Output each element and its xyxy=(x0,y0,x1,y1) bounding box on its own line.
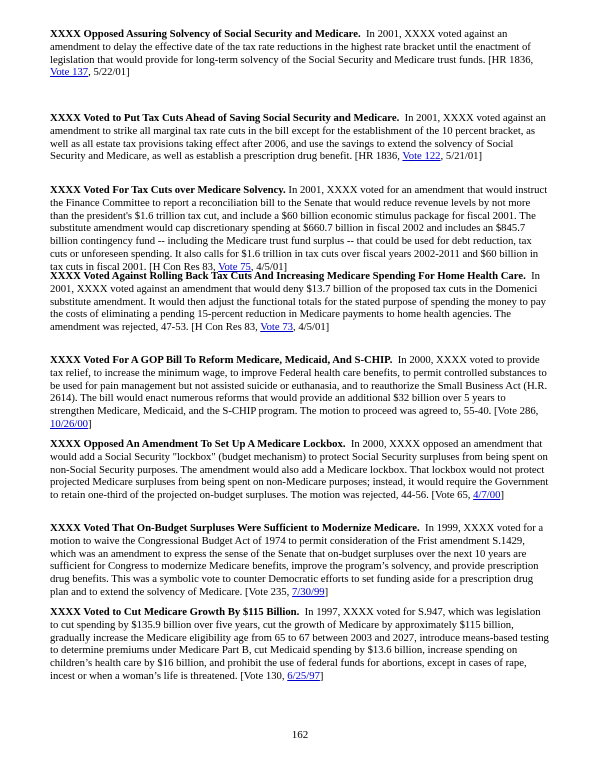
entry-text: In 2001, XXXX voted against an amendment that would deny $13.7 billion of the proposed tax cuts in the Domenici substitute amendment. It would then adjust the functional totals for the stated purpose of spending the money to pay the costs of eliminating a pending 15-percent reduction in Medicare payments to home health agencies. The amendment was rejected, 47-53. [H Con Res 83, xyxy=(50,270,546,334)
entry-medicare-lockbox xyxy=(50,438,551,502)
entry-text: In 2000, XXXX voted to provide tax relief, to increase the minimum wage, to improve Federal health care benefits, to permit controlled substances to be used for pain management but not assisted suicide or euthanasia, and to reauthorize the Small Business Act (H.R. 2614). The bill would enact numerous reforms that would provide an additional $32 billion over 5 years to strengthen Medicare, Medicaid, and the S-CHIP program. The motion to proceed was agreed to, 55-40. [Vote 286, xyxy=(50,354,548,418)
entry-heading: XXXX Voted Against Rolling Back Tax Cuts And Increasing Medicare Spending For Home Health Care. xyxy=(50,270,526,282)
entry-citation-end: , 4/5/01] xyxy=(250,260,288,273)
entry-text: In 1999, XXXX voted for a motion to waive the Congressional Budget Act of 1974 to permit consideration of the Frist amendment S.1429, which was an amendment to express the sense of the Senate that on-budget surpluses over the next 10 years are sufficient for Congress to modernize Medicare benefits, improve the program’s solvency, and provide prescription drug benefits. This was a symbolic vote to counter Democratic efforts to set funding aside for a prescription drug plan and to extend the solvency of Medicare. [Vote 235, xyxy=(50,522,544,598)
entry-heading: XXXX Opposed Assuring Solvency of Social Security and Medicare. xyxy=(50,28,361,40)
entry-heading: XXXX Voted That On-Budget Surpluses Were Sufficient to Modernize Medicare. xyxy=(50,522,420,534)
entry-heading: XXXX Voted to Cut Medicare Growth By $115 Billion. xyxy=(50,606,300,618)
entry-citation-end: ] xyxy=(88,417,92,430)
entry-social-security-solvency xyxy=(50,28,551,79)
entry-citation-end: ] xyxy=(500,489,505,502)
entry-citation-end: , 5/22/01] xyxy=(88,66,130,79)
entry-heading: XXXX Voted For A GOP Bill To Reform Medicare, Medicaid, And S-CHIP. xyxy=(50,354,393,366)
entry-citation-end: ] xyxy=(324,585,329,598)
entry-citation-end: ] xyxy=(319,669,324,682)
entry-on-budget-surpluses xyxy=(50,522,551,599)
entry-heading: XXXX Voted to Put Tax Cuts Ahead of Saving Social Security and Medicare. xyxy=(50,112,400,124)
entry-tax-cuts-over-medicare xyxy=(50,184,551,274)
entry-text: In 2000, XXXX opposed an amendment that would add a Social Security "lockbox" (budget mechanism) to protect Social Security surpluses from being spent on non-Social Security purposes. The amendment would also add a Medicare lockbox. That lockbox would not protect projected Medicare surpluses from being spent on non-Medicare purposes; instead, it would require the Government to retain one-third of the projected on-budget surpluses. The motion was rejected, 44-56. [Vote 65, xyxy=(50,438,549,502)
vote-link[interactable]: Vote 137 xyxy=(50,66,89,79)
vote-link[interactable]: Vote 75 xyxy=(218,260,251,273)
entry-gop-medicare-reform xyxy=(50,354,551,431)
entry-text: In 2001, XXXX voted against an amendment to delay the effective date of the tax rate reductions in the highest rate bracket until the enactment of legislation that would provide for long-term solvency of the Social Security and Medicare trust funds. [HR 1836, xyxy=(50,28,534,66)
entry-text: In 1997, XXXX voted for S.947, which was legislation to cut spending by $135.9 billion over five years, cut the growth of Medicare by approximately $115 billion, gradually increase the Medicare eligibility age from 65 to 67 between 2003 and 2027, introduce means-based testing to determine premiums under Medicare Part B, cut Medicaid spending by $13.6 billion, increase spending on children’s health care by $16 billion, and prohibit the use of federal funds for abortions, except in cases of rape, incest or when a woman’s life is threatened. [Vote 130, xyxy=(50,606,549,682)
entry-text: In 2001, XXXX voted for an amendment that would instruct the Finance Committee to report a reconciliation bill to the Senate that would reduce revenue levels by not more than the president's $1.6 trillion tax cut, and include a $60 billion economic stimulus package for fiscal 2001. The substitute amendment would cap discretionary spending at $660.7 billion in fiscal 2002 and includes an $845.7 billion contingency fund -- including the Medicare trust fund surplus -- that could be used for debt reduction, tax cuts or unforeseen spending. It also calls for $1.6 trillion in tax cuts over fiscal years 2002-2011 and $60 billion in tax cuts in fiscal 2001. [H Con Res 83, xyxy=(50,184,548,273)
page-number: 162 xyxy=(291,729,309,741)
vote-link[interactable]: Vote 122 xyxy=(402,150,441,163)
vote-link[interactable]: 6/25/97 xyxy=(287,669,320,682)
vote-link[interactable]: 10/26/00 xyxy=(50,417,89,430)
vote-link[interactable]: 4/7/00 xyxy=(473,489,501,502)
entry-text: In 2001, XXXX voted against an amendment to strike all marginal tax rate cuts in the bill except for the establishment of the 10 percent bracket, as well as all estate tax provisions taking effect after 2006, and use the savings to extend the solvency of Social Security and Medicare, as well as establish a prescription drug benefit. [HR 1836, xyxy=(50,112,546,163)
entry-heading: XXXX Voted For Tax Cuts over Medicare Solvency. xyxy=(50,184,286,196)
entry-cut-medicare-growth xyxy=(50,606,551,683)
entry-citation-end: , 5/21/01] xyxy=(440,150,483,163)
entry-heading: XXXX Opposed An Amendment To Set Up A Medicare Lockbox. xyxy=(50,438,346,450)
vote-link[interactable]: Vote 73 xyxy=(260,321,294,334)
entry-home-health-care xyxy=(50,270,551,334)
entry-tax-cuts-ahead-of-saving xyxy=(50,112,551,163)
vote-link[interactable]: 7/30/99 xyxy=(291,585,325,598)
entry-citation-end: , 4/5/01] xyxy=(293,321,330,334)
